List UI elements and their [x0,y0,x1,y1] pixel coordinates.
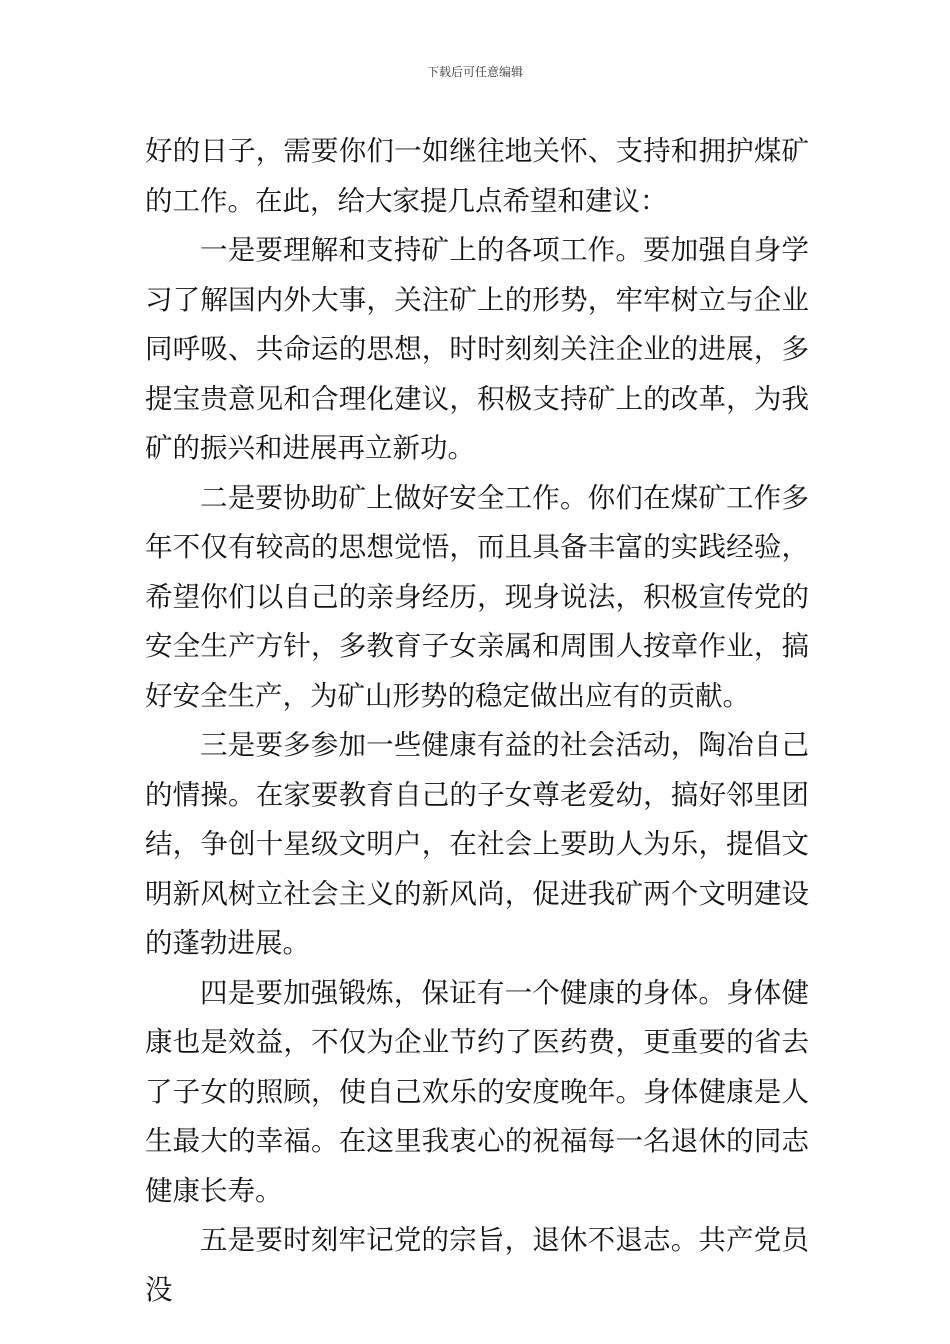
page-header: 下载后可任意编辑 [426,65,523,79]
paragraph-point-one: 一是要理解和支持矿上的各项工作。要加强自身学习了解国内外大事，关注矿上的形势，牢牢树立与企业同呼吸、共命运的思想，时时刻刻关注企业的进展，多提宝贵意见和合理化建议，积极支持矿上的改革，为我矿的振兴和进展再立新功。 [145,234,809,464]
paragraph-point-three: 三是要多参加一些健康有益的社会活动，陶冶自己的情操。在家要教育自己的子女尊老爱幼，搞好邻里团结，争创十星级文明户，在社会上要助人为乐，提倡文明新风树立社会主义的新风尚，促进我矿两个文明建设的蓬勃进展。 [145,729,809,959]
paragraph-point-five: 五是要时刻牢记党的宗旨，退休不退志。共产党员没 [145,1224,809,1306]
paragraph-point-two: 二是要协助矿上做好安全工作。你们在煤矿工作多年不仅有较高的思想觉悟，而且具备丰富的实践经验，希望你们以自己的亲身经历，现身说法，积极宣传党的安全生产方针，多教育子女亲属和周围人按章作业，搞好安全生产，为矿山形势的稳定做出应有的贡献。 [145,481,809,712]
paragraph-continuation: 好的日子，需要你们一如继往地关怀、支持和拥护煤矿的工作。在此，给大家提几点希望和建议： [145,135,809,217]
document-body [145,127,809,1315]
paragraph-point-four: 四是要加强锻炼，保证有一个健康的身体。身体健康也是效益，不仅为企业节约了医药费，更重要的省去了子女的照顾，使自己欢乐的安度晚年。身体健康是人生最大的幸福。在这里我衷心的祝福每一名退休的同志健康长寿。 [145,976,809,1207]
